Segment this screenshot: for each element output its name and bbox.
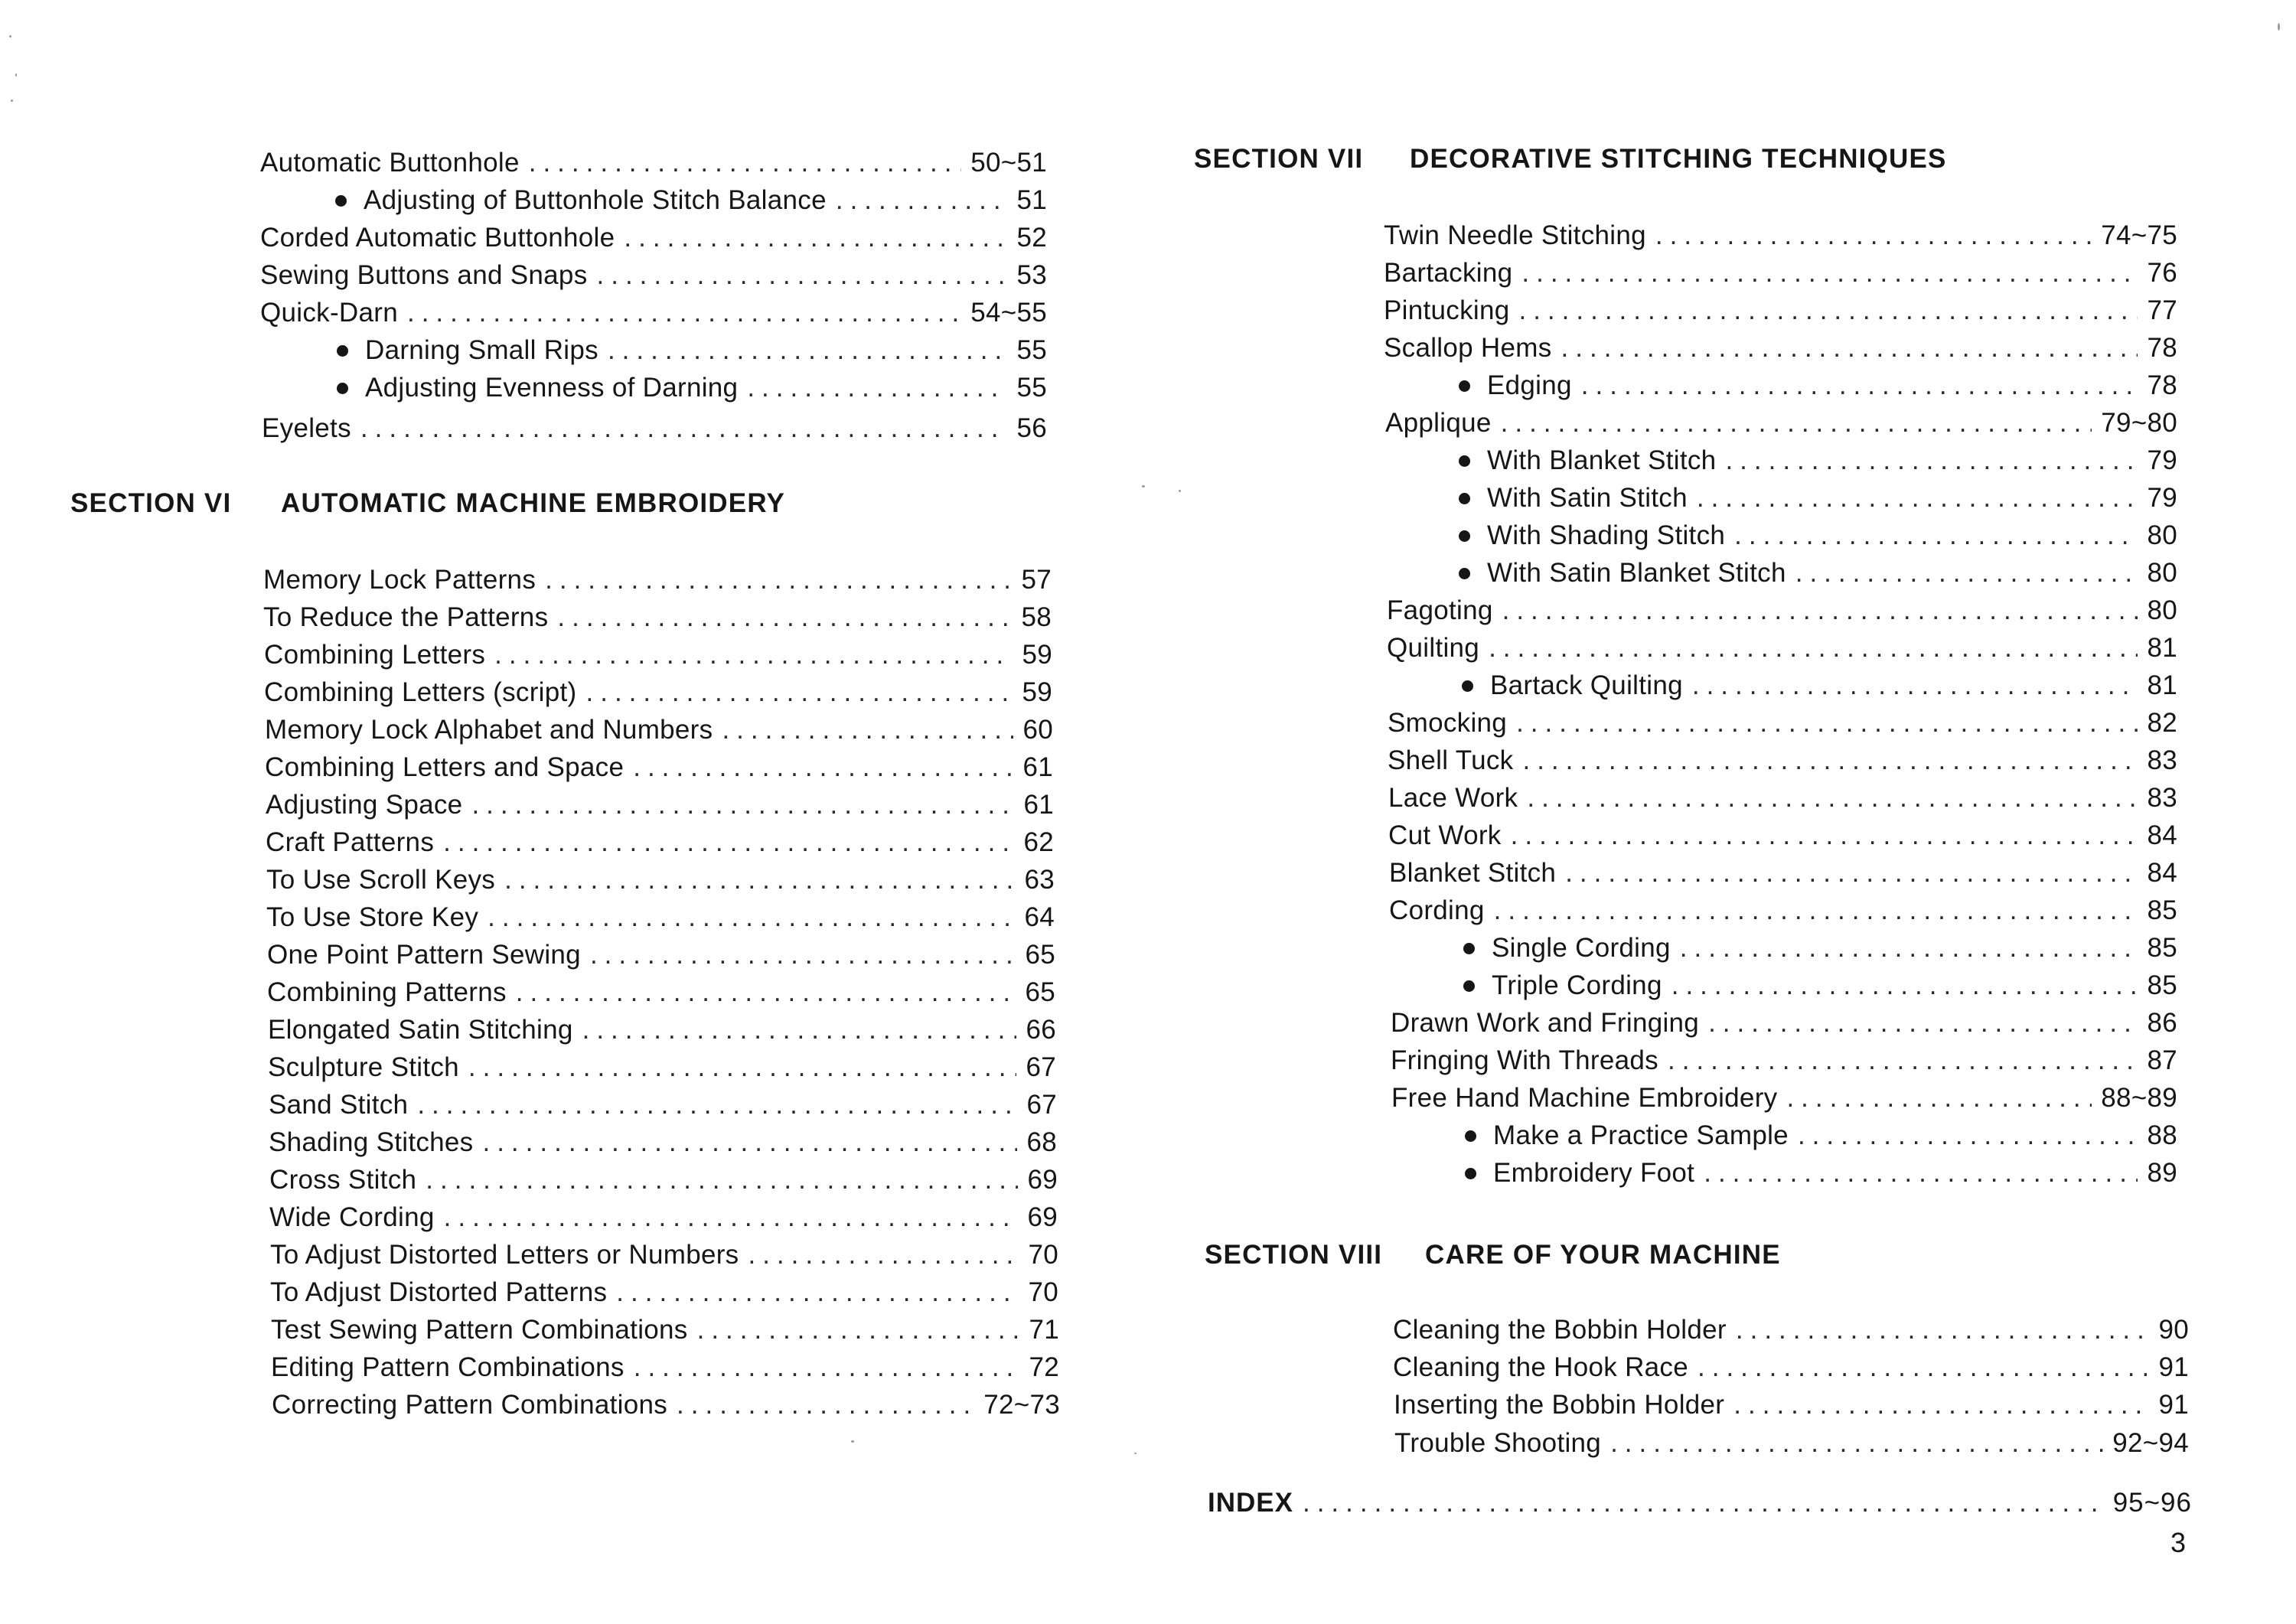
section-vi-heading bbox=[70, 487, 785, 520]
toc-entry-page: 70 bbox=[1028, 1240, 1058, 1270]
toc-entry[interactable] bbox=[266, 901, 1055, 934]
toc-entry-label: Bartacking bbox=[1384, 258, 1513, 288]
toc-entry-label: Correcting Pattern Combinations bbox=[272, 1390, 668, 1420]
dot-leader bbox=[1522, 744, 2138, 778]
toc-entry-page: 86 bbox=[2147, 1008, 2177, 1038]
bullet-icon bbox=[1459, 380, 1470, 392]
scan-speck bbox=[1134, 1453, 1137, 1454]
bullet-icon bbox=[1462, 680, 1473, 692]
dot-leader bbox=[1736, 1313, 2150, 1347]
toc-entry-label: Combining Patterns bbox=[267, 977, 507, 1007]
toc-entry-label: Cleaning the Hook Race bbox=[1393, 1352, 1688, 1382]
toc-entry-page: 50~51 bbox=[970, 148, 1047, 178]
toc-subentry[interactable] bbox=[337, 371, 1047, 405]
bullet-icon bbox=[1459, 455, 1470, 467]
bullet-icon bbox=[1463, 943, 1475, 954]
toc-entry[interactable] bbox=[269, 1088, 1057, 1122]
toc-entry-label: Combining Letters and Space bbox=[265, 752, 625, 782]
toc-entry[interactable] bbox=[265, 713, 1053, 747]
toc-entry-page: 82 bbox=[2147, 708, 2177, 738]
toc-entry-page: 65 bbox=[1025, 977, 1055, 1007]
toc-entry-label: Darning Small Rips bbox=[365, 335, 598, 365]
toc-entry-label: To Adjust Distorted Letters or Numbers bbox=[270, 1240, 739, 1270]
toc-entry[interactable] bbox=[260, 296, 1047, 330]
toc-entry-label: Shading Stitches bbox=[269, 1127, 474, 1157]
toc-entry-page: 77 bbox=[2147, 295, 2177, 325]
toc-entry[interactable] bbox=[1388, 744, 2177, 778]
toc-entry[interactable] bbox=[264, 638, 1052, 672]
toc-entry-page: 64 bbox=[1024, 902, 1055, 932]
toc-entry-page: 67 bbox=[1026, 1090, 1057, 1120]
scan-speck bbox=[1142, 485, 1145, 488]
toc-entry-page: 79 bbox=[2147, 445, 2177, 475]
toc-entry-page: 58 bbox=[1021, 602, 1052, 632]
section-number: SECTION VIII bbox=[1205, 1240, 1383, 1270]
toc-entry-page: 83 bbox=[2147, 745, 2177, 775]
toc-entry-label: Triple Cording bbox=[1492, 970, 1662, 1000]
toc-entry-label: Quilting bbox=[1387, 633, 1480, 663]
toc-entry-label: Corded Automatic Buttonhole bbox=[260, 223, 615, 253]
toc-entry[interactable] bbox=[1393, 1351, 2189, 1384]
toc-entry-page: 78 bbox=[2147, 333, 2177, 363]
dot-leader bbox=[444, 1201, 1019, 1234]
toc-entry-label: Pintucking bbox=[1384, 295, 1510, 325]
dot-leader bbox=[608, 334, 1008, 367]
toc-entry-page: 78 bbox=[2147, 370, 2177, 400]
dot-leader bbox=[634, 1351, 1020, 1384]
dot-leader bbox=[1501, 406, 2092, 440]
dot-leader bbox=[1581, 369, 2138, 403]
section-number: SECTION VII bbox=[1194, 144, 1364, 174]
toc-entry[interactable] bbox=[266, 826, 1054, 859]
toc-entry[interactable] bbox=[268, 1051, 1056, 1084]
bullet-icon bbox=[1459, 568, 1470, 579]
toc-entry[interactable] bbox=[1388, 819, 2177, 853]
scan-speck bbox=[11, 99, 13, 102]
dot-leader bbox=[677, 1388, 974, 1422]
toc-entry[interactable] bbox=[267, 938, 1055, 972]
toc-entry-page: 61 bbox=[1023, 790, 1054, 820]
dot-leader bbox=[471, 788, 1014, 822]
toc-entry-page: 81 bbox=[2147, 633, 2177, 663]
toc-entry-page: 80 bbox=[2147, 520, 2177, 550]
toc-entry-page: 83 bbox=[2147, 783, 2177, 813]
toc-entry-page: 90 bbox=[2158, 1315, 2189, 1345]
dot-leader bbox=[557, 601, 1012, 634]
toc-entry-page: 91 bbox=[2158, 1352, 2189, 1382]
dot-leader bbox=[426, 1163, 1018, 1197]
toc-subentry[interactable] bbox=[1462, 669, 2177, 703]
toc-entry-label: To Adjust Distorted Patterns bbox=[270, 1277, 608, 1307]
scan-speck bbox=[9, 35, 11, 38]
toc-entry-label: Bartack Quilting bbox=[1490, 670, 1683, 700]
toc-entry[interactable] bbox=[1389, 856, 2177, 890]
toc-entry-page: 51 bbox=[1016, 185, 1047, 215]
toc-entry-label: Quick-Darn bbox=[260, 298, 398, 328]
toc-entry-label: Trouble Shooting bbox=[1394, 1428, 1602, 1458]
dot-leader bbox=[1521, 256, 2138, 290]
toc-entry[interactable] bbox=[271, 1351, 1059, 1384]
dot-leader bbox=[590, 938, 1016, 972]
toc-entry-label: Embroidery Foot bbox=[1493, 1158, 1695, 1188]
toc-entry-label: Inserting the Bobbin Holder bbox=[1394, 1390, 1725, 1420]
toc-entry-label: Shell Tuck bbox=[1388, 745, 1514, 775]
toc-entry-label: Drawn Work and Fringing bbox=[1391, 1008, 1700, 1038]
toc-entry-page: 72 bbox=[1029, 1352, 1059, 1382]
toc-entry[interactable] bbox=[1391, 1006, 2177, 1040]
toc-entry-page: 69 bbox=[1027, 1165, 1058, 1195]
toc-entry-label: Adjusting Space bbox=[266, 790, 463, 820]
dot-leader bbox=[747, 371, 1007, 405]
toc-entry-page: 65 bbox=[1025, 940, 1055, 970]
toc-entry-label: Edging bbox=[1487, 370, 1572, 400]
toc-entry-page: 66 bbox=[1026, 1015, 1056, 1045]
toc-entry[interactable] bbox=[1394, 1427, 2189, 1460]
toc-subentry[interactable] bbox=[1463, 969, 2177, 1003]
dot-leader bbox=[1668, 1044, 2138, 1078]
dot-leader bbox=[1610, 1427, 2103, 1460]
toc-entry-label: Elongated Satin Stitching bbox=[268, 1015, 573, 1045]
dot-leader bbox=[1518, 294, 2138, 328]
dot-leader bbox=[407, 296, 961, 330]
toc-entry[interactable] bbox=[1384, 219, 2177, 253]
toc-entry[interactable] bbox=[1388, 706, 2177, 740]
toc-entry[interactable] bbox=[1394, 1388, 2189, 1422]
toc-entry[interactable] bbox=[260, 221, 1047, 255]
toc-entry-page: 91 bbox=[2158, 1390, 2189, 1420]
toc-entry-page: 68 bbox=[1026, 1127, 1057, 1157]
page-number: 3 bbox=[2170, 1527, 2187, 1558]
toc-entry-label: To Reduce the Patterns bbox=[263, 602, 549, 632]
dot-leader bbox=[1502, 594, 2138, 628]
dot-leader bbox=[482, 1126, 1017, 1159]
toc-entry-label: Memory Lock Patterns bbox=[263, 565, 536, 595]
toc-entry[interactable] bbox=[260, 259, 1047, 292]
toc-entry[interactable] bbox=[1384, 331, 2177, 365]
dot-leader bbox=[1494, 894, 2138, 928]
toc-entry-label: One Point Pattern Sewing bbox=[267, 940, 581, 970]
dot-leader bbox=[1565, 856, 2138, 890]
dot-leader bbox=[360, 412, 1008, 445]
toc-entry-label: Test Sewing Pattern Combinations bbox=[271, 1315, 688, 1345]
toc-subentry[interactable] bbox=[1459, 369, 2177, 403]
dot-leader bbox=[529, 146, 961, 180]
dot-leader bbox=[1692, 669, 2138, 703]
dot-leader bbox=[697, 1313, 1020, 1347]
toc-entry-label: Smocking bbox=[1388, 708, 1508, 738]
toc-entry-page: 55 bbox=[1016, 373, 1047, 403]
dot-leader bbox=[1489, 631, 2138, 665]
toc-entry-page: 53 bbox=[1016, 260, 1047, 290]
toc-entry-label: Adjusting Evenness of Darning bbox=[365, 373, 739, 403]
toc-entry-label: Single Cording bbox=[1492, 933, 1671, 963]
toc-entry-page: 57 bbox=[1021, 565, 1052, 595]
toc-entry[interactable] bbox=[268, 1013, 1056, 1047]
scan-speck bbox=[1179, 490, 1181, 492]
toc-entry[interactable] bbox=[1387, 631, 2177, 665]
toc-entry-page: 72~73 bbox=[983, 1390, 1060, 1420]
toc-subentry[interactable] bbox=[335, 184, 1047, 217]
toc-entry[interactable] bbox=[1391, 1081, 2177, 1115]
section-title: AUTOMATIC MACHINE EMBROIDERY bbox=[281, 488, 786, 518]
dot-leader bbox=[1733, 1388, 2149, 1422]
dot-leader bbox=[1697, 481, 2138, 515]
dot-leader bbox=[494, 638, 1013, 672]
dot-leader bbox=[624, 221, 1007, 255]
toc-entry-label: Sand Stitch bbox=[269, 1090, 409, 1120]
toc-entry[interactable] bbox=[1387, 594, 2177, 628]
index-entry[interactable] bbox=[1208, 1486, 2192, 1520]
toc-entry[interactable] bbox=[271, 1313, 1059, 1347]
section-title: CARE OF YOUR MACHINE bbox=[1425, 1240, 1781, 1270]
toc-subentry[interactable] bbox=[1459, 444, 2177, 478]
toc-entry-label: Automatic Buttonhole bbox=[260, 148, 520, 178]
bullet-icon bbox=[335, 195, 347, 207]
dot-leader bbox=[1725, 444, 2138, 478]
toc-subentry[interactable] bbox=[1459, 519, 2177, 553]
toc-entry[interactable] bbox=[1385, 406, 2177, 440]
dot-leader bbox=[722, 713, 1013, 747]
dot-leader bbox=[1795, 556, 2138, 590]
toc-entry-page: 69 bbox=[1027, 1202, 1058, 1232]
toc-entry-label: Cleaning the Bobbin Holder bbox=[1393, 1315, 1727, 1345]
toc-subentry[interactable] bbox=[1459, 556, 2177, 590]
section-number: SECTION VI bbox=[70, 488, 232, 518]
toc-entry-label: To Use Scroll Keys bbox=[266, 865, 496, 895]
dot-leader bbox=[1516, 706, 2138, 740]
bullet-icon bbox=[1463, 980, 1475, 992]
toc-entry-label: Applique bbox=[1385, 408, 1492, 438]
toc-entry-page: 62 bbox=[1023, 827, 1054, 857]
toc-entry-page: 80 bbox=[2147, 595, 2177, 625]
toc-entry-page: 80 bbox=[2147, 558, 2177, 588]
toc-entry-page: 71 bbox=[1029, 1315, 1059, 1345]
toc-subentry[interactable] bbox=[1465, 1156, 2177, 1190]
section-viii-heading bbox=[1205, 1238, 1781, 1272]
dot-leader bbox=[1704, 1156, 2138, 1190]
dot-leader bbox=[488, 901, 1015, 934]
toc-entry-page: 52 bbox=[1016, 223, 1047, 253]
bullet-icon bbox=[1465, 1130, 1476, 1142]
toc-entry-page: 54~55 bbox=[970, 298, 1047, 328]
toc-entry[interactable] bbox=[270, 1238, 1058, 1272]
dot-leader bbox=[1698, 1351, 2149, 1384]
toc-entry-label: Fringing With Threads bbox=[1391, 1045, 1658, 1075]
toc-entry[interactable] bbox=[262, 412, 1047, 445]
toc-entry-label: Sculpture Stitch bbox=[268, 1052, 459, 1082]
dot-leader bbox=[582, 1013, 1017, 1047]
dot-leader bbox=[1786, 1081, 2092, 1115]
toc-entry[interactable] bbox=[272, 1388, 1060, 1422]
toc-entry-label: Adjusting of Buttonhole Stitch Balance bbox=[364, 185, 827, 215]
bullet-icon bbox=[1465, 1168, 1476, 1179]
dot-leader bbox=[443, 826, 1014, 859]
toc-entry-page: 85 bbox=[2147, 933, 2177, 963]
dot-leader bbox=[1671, 969, 2138, 1003]
toc-entry-label: With Satin Blanket Stitch bbox=[1487, 558, 1786, 588]
dot-leader bbox=[1798, 1119, 2138, 1153]
toc-entry[interactable] bbox=[263, 601, 1052, 634]
toc-entry-label: With Blanket Stitch bbox=[1487, 445, 1717, 475]
toc-entry-page: 67 bbox=[1026, 1052, 1056, 1082]
dot-leader bbox=[468, 1051, 1017, 1084]
toc-entry-label: Combining Letters (script) bbox=[264, 677, 577, 707]
toc-entry-label: Wide Cording bbox=[269, 1202, 435, 1232]
toc-entry-page: 70 bbox=[1028, 1277, 1058, 1307]
toc-entry[interactable] bbox=[266, 788, 1054, 822]
toc-entry-page: 79~80 bbox=[2101, 408, 2177, 438]
bullet-icon bbox=[1459, 493, 1470, 504]
toc-entry-label: Twin Needle Stitching bbox=[1384, 220, 1646, 250]
toc-entry[interactable] bbox=[266, 863, 1055, 897]
dot-leader bbox=[597, 259, 1008, 292]
dot-leader bbox=[1708, 1006, 2138, 1040]
toc-entry-label: Cross Stitch bbox=[269, 1165, 417, 1195]
toc-entry-page: 56 bbox=[1016, 413, 1047, 443]
dot-leader bbox=[836, 184, 1008, 217]
toc-entry[interactable] bbox=[265, 751, 1053, 784]
dot-leader bbox=[516, 976, 1016, 1009]
toc-entry-page: 84 bbox=[2147, 820, 2177, 850]
toc-entry[interactable] bbox=[269, 1126, 1057, 1159]
toc-entry-page: 85 bbox=[2147, 895, 2177, 925]
index-label: INDEX bbox=[1208, 1488, 1293, 1518]
toc-entry-page: 79 bbox=[2147, 483, 2177, 513]
dot-leader bbox=[1655, 219, 2092, 253]
dot-leader bbox=[1680, 931, 2138, 965]
toc-entry-page: 76 bbox=[2147, 258, 2177, 288]
section-vii-heading bbox=[1194, 142, 1947, 176]
toc-entry-page: 74~75 bbox=[2101, 220, 2177, 250]
toc-entry[interactable] bbox=[263, 563, 1052, 597]
dot-leader bbox=[417, 1088, 1017, 1122]
toc-entry[interactable] bbox=[1384, 256, 2177, 290]
scan-speck bbox=[2278, 23, 2280, 31]
toc-entry-page: 60 bbox=[1022, 715, 1053, 745]
toc-entry-page: 87 bbox=[2147, 1045, 2177, 1075]
toc-entry-page: 59 bbox=[1022, 640, 1052, 670]
toc-entry-page: 89 bbox=[2147, 1158, 2177, 1188]
toc-entry-page: 59 bbox=[1022, 677, 1052, 707]
toc-entry[interactable] bbox=[260, 146, 1047, 180]
dot-leader bbox=[1511, 819, 2138, 853]
dot-leader bbox=[1561, 331, 2138, 365]
dot-leader bbox=[633, 751, 1013, 784]
dot-leader bbox=[586, 676, 1013, 709]
toc-entry-page: 61 bbox=[1022, 752, 1053, 782]
toc-entry-page: 81 bbox=[2147, 670, 2177, 700]
scan-speck bbox=[851, 1440, 854, 1443]
dot-leader bbox=[1527, 781, 2138, 815]
dot-leader bbox=[1734, 519, 2138, 553]
toc-entry-label: Fagoting bbox=[1387, 595, 1493, 625]
toc-entry-label: With Shading Stitch bbox=[1487, 520, 1726, 550]
section-title: DECORATIVE STITCHING TECHNIQUES bbox=[1410, 144, 1947, 174]
toc-entry-label: To Use Store Key bbox=[266, 902, 479, 932]
toc-entry-label: Sewing Buttons and Snaps bbox=[260, 260, 588, 290]
scan-speck bbox=[15, 73, 17, 77]
toc-subentry[interactable] bbox=[1459, 481, 2177, 515]
dot-leader bbox=[616, 1276, 1019, 1309]
toc-entry[interactable] bbox=[1391, 1044, 2177, 1078]
toc-entry-page: 63 bbox=[1024, 865, 1055, 895]
bullet-icon bbox=[1459, 530, 1470, 542]
toc-subentry[interactable] bbox=[1465, 1119, 2177, 1153]
toc-entry-page: 85 bbox=[2147, 970, 2177, 1000]
index-page: 95~96 bbox=[2112, 1488, 2192, 1518]
toc-entry-label: Scallop Hems bbox=[1384, 333, 1552, 363]
toc-entry-label: With Satin Stitch bbox=[1487, 483, 1688, 513]
toc-subentry[interactable] bbox=[1463, 931, 2177, 965]
toc-entry[interactable] bbox=[267, 976, 1055, 1009]
dot-leader bbox=[545, 563, 1012, 597]
toc-entry-label: Cut Work bbox=[1388, 820, 1502, 850]
toc-entry-label: Blanket Stitch bbox=[1389, 858, 1557, 888]
bullet-icon bbox=[337, 345, 348, 357]
toc-entry[interactable] bbox=[269, 1201, 1058, 1234]
toc-entry[interactable] bbox=[269, 1163, 1058, 1197]
toc-entry[interactable] bbox=[1393, 1313, 2189, 1347]
dot-leader bbox=[504, 863, 1015, 897]
toc-subentry[interactable] bbox=[337, 334, 1047, 367]
dot-leader bbox=[1303, 1486, 2104, 1520]
toc-entry-label: Cording bbox=[1389, 895, 1485, 925]
dot-leader bbox=[748, 1238, 1019, 1272]
toc-entry-label: Combining Letters bbox=[264, 640, 486, 670]
toc-entry-label: Editing Pattern Combinations bbox=[271, 1352, 625, 1382]
toc-entry-label: Free Hand Machine Embroidery bbox=[1391, 1083, 1778, 1113]
toc-entry-label: Memory Lock Alphabet and Numbers bbox=[265, 715, 713, 745]
toc-entry-page: 88~89 bbox=[2101, 1083, 2177, 1113]
toc-entry[interactable] bbox=[264, 676, 1052, 709]
toc-entry-page: 88 bbox=[2147, 1120, 2177, 1150]
toc-entry-label: Make a Practice Sample bbox=[1493, 1120, 1789, 1150]
toc-entry[interactable] bbox=[1388, 781, 2177, 815]
toc-entry[interactable] bbox=[270, 1276, 1058, 1309]
toc-entry-page: 84 bbox=[2147, 858, 2177, 888]
toc-entry[interactable] bbox=[1384, 294, 2177, 328]
toc-entry-page: 92~94 bbox=[2112, 1428, 2189, 1458]
toc-entry[interactable] bbox=[1389, 894, 2177, 928]
bullet-icon bbox=[337, 383, 348, 394]
toc-entry-page: 55 bbox=[1016, 335, 1047, 365]
toc-entry-label: Craft Patterns bbox=[266, 827, 435, 857]
toc-entry-label: Lace Work bbox=[1388, 783, 1518, 813]
toc-entry-label: Eyelets bbox=[262, 413, 351, 443]
